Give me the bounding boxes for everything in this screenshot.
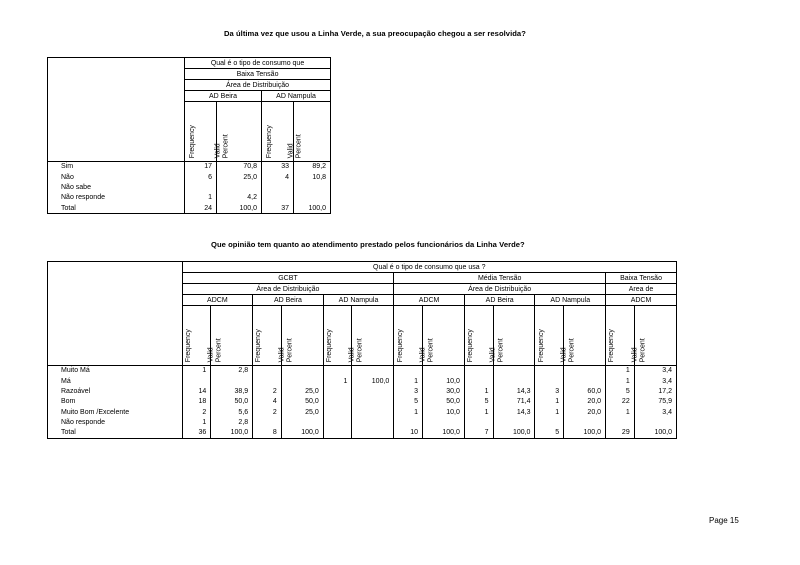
row-label: Muito Bom /Excelente — [48, 407, 183, 417]
row-label: Razoável — [48, 386, 183, 396]
cell-frequency-2 — [323, 417, 352, 427]
cell-valid-percent-2 — [352, 386, 394, 396]
measure-frequency-0: Frequency — [182, 306, 211, 366]
area-media-nampula: AD Nampula — [535, 295, 606, 306]
measure-corner-cell — [48, 306, 183, 366]
measure-frequency-1: Frequency — [253, 306, 282, 366]
cell-valid-percent-5: 20,0 — [564, 407, 606, 417]
cell-frequency-4 — [464, 417, 493, 427]
band-area-baixa: Area de — [606, 284, 677, 295]
cell-valid-percent-5: 60,0 — [564, 386, 606, 396]
cell-frequency-0: 17 — [185, 162, 217, 172]
cell-frequency-0: 14 — [182, 386, 211, 396]
cell-frequency-4 — [464, 376, 493, 386]
cell-valid-percent-2 — [352, 366, 394, 376]
cell-valid-percent-3: 50,0 — [422, 397, 464, 407]
cell-frequency-6: 5 — [606, 386, 635, 396]
cell-frequency-3: 1 — [394, 376, 423, 386]
row-label: Total — [48, 428, 183, 438]
cell-frequency-5: 5 — [535, 428, 564, 438]
measure-valid-percent-5: Valid Percent — [564, 306, 606, 366]
measure-valid-percent-0: Valid Percent — [211, 306, 253, 366]
row-label: Não responde — [48, 417, 183, 427]
cell-frequency-2 — [323, 407, 352, 417]
band-consumption-type: Qual é o tipo de consumo que — [185, 58, 331, 69]
measure-frequency-4: Frequency — [464, 306, 493, 366]
cell-frequency-4 — [464, 366, 493, 376]
row-label: Bom — [48, 397, 183, 407]
cell-valid-percent-1: 25,0 — [281, 386, 323, 396]
frequency-table-1 — [47, 57, 331, 214]
cell-valid-percent-1 — [294, 182, 331, 192]
measure-valid-percent-6: Valid Percent — [634, 306, 676, 366]
corner-cell — [48, 58, 185, 102]
cell-frequency-6: 1 — [606, 407, 635, 417]
row-label: Não sabe — [48, 182, 185, 192]
cell-frequency-6 — [606, 417, 635, 427]
cell-frequency-3: 10 — [394, 428, 423, 438]
cell-frequency-1: 4 — [253, 397, 282, 407]
table1-body — [48, 162, 331, 214]
cell-valid-percent-4: 14,3 — [493, 386, 535, 396]
band-area-distribution: Área de Distribuição — [185, 80, 331, 91]
band-tension: Baixa Tensão — [185, 69, 331, 80]
cell-valid-percent-0: 2,8 — [211, 417, 253, 427]
table-row — [48, 172, 331, 182]
cell-valid-percent-1: 25,0 — [281, 407, 323, 417]
cell-frequency-3 — [394, 366, 423, 376]
cell-valid-percent-0: 38,9 — [211, 386, 253, 396]
area-ad-nampula: AD Nampula — [262, 91, 331, 102]
cell-valid-percent-6 — [634, 417, 676, 427]
band-tension-gcbt: GCBT — [182, 273, 394, 284]
cell-frequency-4: 1 — [464, 407, 493, 417]
cell-valid-percent-0 — [211, 376, 253, 386]
cell-frequency-4: 1 — [464, 386, 493, 396]
cell-frequency-0 — [185, 182, 217, 192]
cell-valid-percent-2 — [352, 417, 394, 427]
cell-valid-percent-1: 10,8 — [294, 172, 331, 182]
cell-frequency-0 — [182, 376, 211, 386]
cell-frequency-2 — [323, 386, 352, 396]
corner-cell — [48, 262, 183, 306]
cell-valid-percent-5: 20,0 — [564, 397, 606, 407]
area-media-adcm: ADCM — [394, 295, 465, 306]
cell-valid-percent-3 — [422, 366, 464, 376]
cell-valid-percent-5 — [564, 366, 606, 376]
cell-valid-percent-0: 5,6 — [211, 407, 253, 417]
table-row — [48, 407, 677, 417]
cell-valid-percent-5 — [564, 376, 606, 386]
cell-frequency-0: 18 — [182, 397, 211, 407]
cell-valid-percent-2 — [352, 397, 394, 407]
table-row — [48, 417, 677, 427]
cell-frequency-6: 22 — [606, 397, 635, 407]
cell-frequency-3: 3 — [394, 386, 423, 396]
cell-frequency-1: 8 — [253, 428, 282, 438]
cell-frequency-3 — [394, 417, 423, 427]
cell-valid-percent-3: 10,0 — [422, 376, 464, 386]
table-row — [48, 182, 331, 192]
table-row — [48, 193, 331, 203]
row-label: Não responde — [48, 193, 185, 203]
cell-valid-percent-0: 4,2 — [217, 193, 262, 203]
cell-valid-percent-6: 75,9 — [634, 397, 676, 407]
table-row — [48, 428, 677, 438]
cell-frequency-0: 1 — [182, 417, 211, 427]
table1-header-row-measures — [48, 102, 331, 162]
cell-valid-percent-5 — [564, 417, 606, 427]
cell-valid-percent-0: 70,8 — [217, 162, 262, 172]
measure-frequency-5: Frequency — [535, 306, 564, 366]
row-label: Sim — [48, 162, 185, 172]
cell-frequency-1 — [262, 182, 294, 192]
measure-frequency-nampula: Frequency — [262, 102, 294, 162]
row-label: Muito Má — [48, 366, 183, 376]
measure-frequency-3: Frequency — [394, 306, 423, 366]
measure-frequency-2: Frequency — [323, 306, 352, 366]
cell-valid-percent-0: 100,0 — [217, 203, 262, 213]
cell-frequency-1 — [253, 366, 282, 376]
cell-frequency-1 — [253, 417, 282, 427]
measure-valid-percent-4: Valid Percent — [493, 306, 535, 366]
cell-valid-percent-1: 89,2 — [294, 162, 331, 172]
cell-valid-percent-3: 10,0 — [422, 407, 464, 417]
cell-frequency-5: 3 — [535, 386, 564, 396]
cell-valid-percent-4: 100,0 — [493, 428, 535, 438]
cell-valid-percent-3: 30,0 — [422, 386, 464, 396]
row-label: Total — [48, 203, 185, 213]
cell-valid-percent-1 — [281, 376, 323, 386]
area-baixa-adcm: ADCM — [606, 295, 677, 306]
cell-frequency-2 — [323, 397, 352, 407]
cell-valid-percent-1 — [294, 193, 331, 203]
measure-valid-percent-nampula: Valid Percent — [294, 102, 331, 162]
cell-frequency-5 — [535, 366, 564, 376]
area-gcbt-adcm: ADCM — [182, 295, 253, 306]
measure-frequency-6: Frequency — [606, 306, 635, 366]
question-title-2: Que opinião tem quanto ao atendimento prestado pelos funcionários da Linha Verde? — [211, 240, 525, 249]
cell-frequency-4: 5 — [464, 397, 493, 407]
frequency-table-2 — [47, 261, 677, 439]
table-row — [48, 386, 677, 396]
cell-valid-percent-6: 3,4 — [634, 376, 676, 386]
cell-frequency-1: 37 — [262, 203, 294, 213]
table2-header-row-band — [48, 262, 677, 273]
cell-valid-percent-4 — [493, 366, 535, 376]
cell-frequency-6: 1 — [606, 376, 635, 386]
cell-valid-percent-1 — [281, 417, 323, 427]
cell-frequency-6: 29 — [606, 428, 635, 438]
cell-frequency-5: 1 — [535, 407, 564, 417]
cell-valid-percent-4: 71,4 — [493, 397, 535, 407]
cell-frequency-1 — [262, 193, 294, 203]
cell-frequency-0: 6 — [185, 172, 217, 182]
cell-valid-percent-1: 100,0 — [294, 203, 331, 213]
cell-valid-percent-2 — [352, 428, 394, 438]
cell-valid-percent-2: 100,0 — [352, 376, 394, 386]
cell-valid-percent-0: 100,0 — [211, 428, 253, 438]
table2-header-row-measures — [48, 306, 677, 366]
table2-body — [48, 366, 677, 439]
measure-valid-percent-1: Valid Percent — [281, 306, 323, 366]
cell-frequency-3: 5 — [394, 397, 423, 407]
table-row — [48, 397, 677, 407]
cell-valid-percent-0 — [217, 182, 262, 192]
cell-frequency-1: 2 — [253, 407, 282, 417]
cell-valid-percent-3: 100,0 — [422, 428, 464, 438]
table-row — [48, 203, 331, 213]
cell-frequency-5 — [535, 376, 564, 386]
question-title-1: Da última vez que usou a Linha Verde, a sua preocupação chegou a ser resolvida? — [224, 29, 526, 38]
area-gcbt-beira: AD Beira — [253, 295, 324, 306]
cell-frequency-2: 1 — [323, 376, 352, 386]
cell-frequency-0: 1 — [185, 193, 217, 203]
area-media-beira: AD Beira — [464, 295, 535, 306]
row-label: Má — [48, 376, 183, 386]
cell-frequency-5 — [535, 417, 564, 427]
band-area-media: Área de Distribuição — [394, 284, 606, 295]
cell-valid-percent-4: 14,3 — [493, 407, 535, 417]
cell-frequency-1 — [253, 376, 282, 386]
measure-corner-cell — [48, 102, 185, 162]
cell-frequency-1: 4 — [262, 172, 294, 182]
cell-valid-percent-4 — [493, 417, 535, 427]
cell-valid-percent-6: 3,4 — [634, 366, 676, 376]
cell-valid-percent-3 — [422, 417, 464, 427]
area-ad-beira: AD Beira — [185, 91, 262, 102]
cell-valid-percent-0: 50,0 — [211, 397, 253, 407]
cell-frequency-6: 1 — [606, 366, 635, 376]
cell-frequency-0: 1 — [182, 366, 211, 376]
measure-valid-percent-3: Valid Percent — [422, 306, 464, 366]
cell-frequency-0: 2 — [182, 407, 211, 417]
table1-header-row-band — [48, 58, 331, 69]
cell-frequency-2 — [323, 428, 352, 438]
cell-valid-percent-1: 100,0 — [281, 428, 323, 438]
cell-valid-percent-1: 50,0 — [281, 397, 323, 407]
area-gcbt-nampula: AD Nampula — [323, 295, 394, 306]
band-tension-baixa: Baixa Tensão — [606, 273, 677, 284]
table-row — [48, 162, 331, 172]
cell-valid-percent-0: 25,0 — [217, 172, 262, 182]
table-row — [48, 366, 677, 376]
page-number-footer: Page 15 — [709, 516, 739, 525]
cell-valid-percent-5: 100,0 — [564, 428, 606, 438]
measure-valid-percent-beira: Valid Percent — [217, 102, 262, 162]
cell-frequency-0: 36 — [182, 428, 211, 438]
measure-valid-percent-2: Valid Percent — [352, 306, 394, 366]
cell-valid-percent-2 — [352, 407, 394, 417]
band-area-gcbt: Área de Distribuição — [182, 284, 394, 295]
cell-frequency-3: 1 — [394, 407, 423, 417]
cell-frequency-2 — [323, 366, 352, 376]
table-row — [48, 376, 677, 386]
cell-frequency-0: 24 — [185, 203, 217, 213]
cell-valid-percent-4 — [493, 376, 535, 386]
cell-frequency-4: 7 — [464, 428, 493, 438]
cell-frequency-5: 1 — [535, 397, 564, 407]
cell-valid-percent-0: 2,8 — [211, 366, 253, 376]
measure-frequency-beira: Frequency — [185, 102, 217, 162]
cell-valid-percent-1 — [281, 366, 323, 376]
cell-valid-percent-6: 3,4 — [634, 407, 676, 417]
band-consumption-type: Qual é o tipo de consumo que usa ? — [182, 262, 676, 273]
band-tension-media: Média Tensão — [394, 273, 606, 284]
cell-frequency-1: 33 — [262, 162, 294, 172]
cell-valid-percent-6: 17,2 — [634, 386, 676, 396]
cell-valid-percent-6: 100,0 — [634, 428, 676, 438]
cell-frequency-1: 2 — [253, 386, 282, 396]
row-label: Não — [48, 172, 185, 182]
